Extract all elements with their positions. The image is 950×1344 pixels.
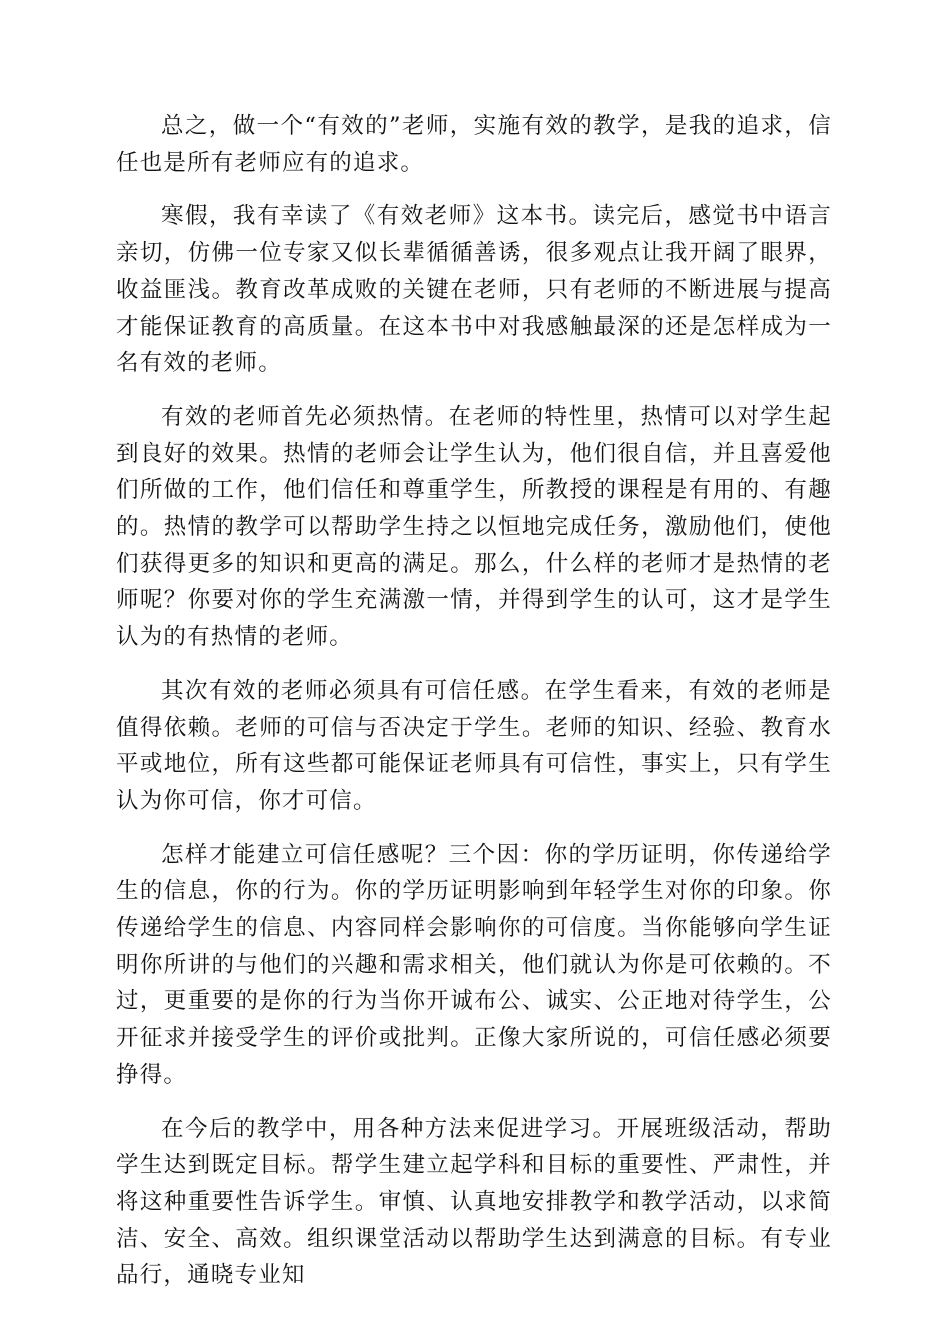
- paragraph-6: 在今后的教学中，用各种方法来促进学习。开展班级活动，帮助学生达到既定目标。帮学生建立起学科和目标的重要性、严肃性，并将这种重要性告诉学生。审慎、认真地安排教学和教学活动，以求简洁、安全、高效。组织课堂活动以帮助学生达到满意的目标。有专业品行，通晓专业知: [116, 1115, 832, 1289]
- paragraph-1: 总之，做一个“有效的”老师，实施有效的教学，是我的追求，信任也是所有老师应有的追求。: [116, 113, 832, 176]
- paragraph-3: 有效的老师首先必须热情。在老师的特性里，热情可以对学生起到良好的效果。热情的老师会让学生认为，他们很自信，并且喜爱他们所做的工作，他们信任和尊重学生，所教授的课程是有用的、有趣的。热情的教学可以帮助学生持之以恒地完成任务，激励他们，使他们获得更多的知识和更高的满足。那么，什么样的老师才是热情的老师呢？你要对你的学生充满激一情，并得到学生的认可，这才是学生认为的有热情的老师。: [116, 403, 832, 651]
- document-body: [116, 108, 832, 1311]
- paragraph-2: 寒假，我有幸读了《有效老师》这本书。读完后，感觉书中语言亲切，仿佛一位专家又似长辈循循善诱，很多观点让我开阔了眼界，收益匪浅。教育改革成败的关键在老师，只有老师的不断进展与提高才能保证教育的高质量。在这本书中对我感触最深的还是怎样成为一名有效的老师。: [116, 203, 832, 377]
- paragraph-5: 怎样才能建立可信任感呢？三个因：你的学历证明，你传递给学生的信息，你的行为。你的学历证明影响到年轻学生对你的印象。你传递给学生的信息、内容同样会影响你的可信度。当你能够向学生证明你所讲的与他们的兴趣和需求相关，他们就认为你是可依赖的。不过，更重要的是你的行为当你开诚布公、诚实、公正地对待学生，公开征求并接受学生的评价或批判。正像大家所说的，可信任感必须要挣得。: [116, 841, 832, 1088]
- paragraph-4: 其次有效的老师必须具有可信任感。在学生看来，有效的老师是值得依赖。老师的可信与否决定于学生。老师的知识、经验、教育水平或地位，所有这些都可能保证老师具有可信性，事实上，只有学生认为你可信，你才可信。: [116, 677, 832, 814]
